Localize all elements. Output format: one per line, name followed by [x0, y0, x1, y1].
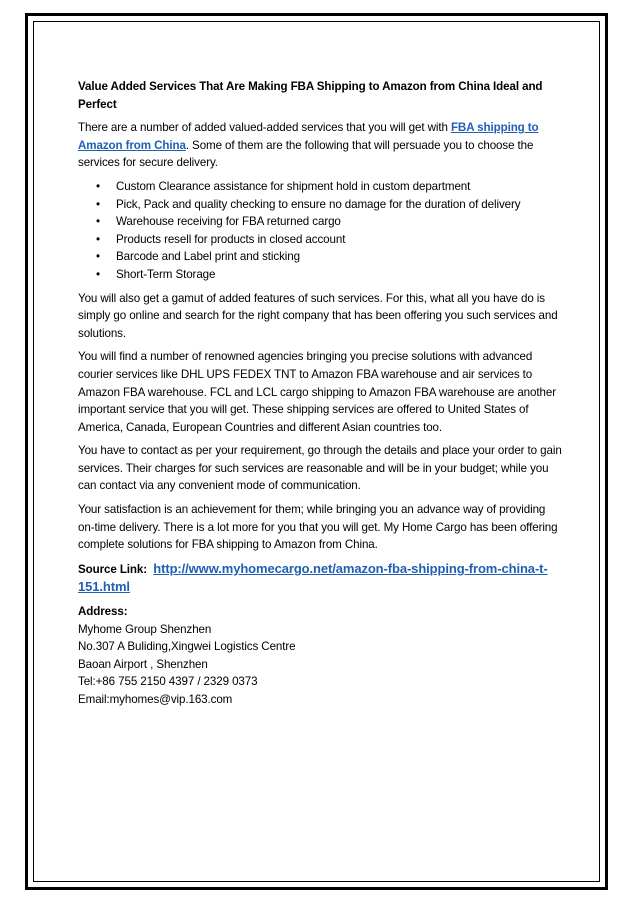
- source-url-link[interactable]: http://www.myhomecargo.net/amazon-fba-shipping-from-china-t-151.html: [78, 560, 548, 595]
- list-item: • Short-Term Storage: [116, 266, 564, 284]
- paragraph: You will also get a gamut of added features of such services. For this, what all you have do is simply go online and search for the right company that has been offering you such services and solutions.: [78, 291, 558, 340]
- list-item: • Barcode and Label print and sticking: [116, 248, 564, 266]
- fba-shipping-link[interactable]: FBA shipping to Amazon from China: [78, 121, 539, 152]
- address-street: No.307 A Buliding,Xingwei Logistics Centre: [78, 640, 296, 654]
- document-title: Value Added Services That Are Making FBA Shipping to Amazon from China Ideal and Perfect: [78, 80, 543, 111]
- list-item: • Pick, Pack and quality checking to ensure no damage for the duration of delivery: [116, 196, 564, 214]
- list-item: • Products resell for products in closed account: [116, 231, 564, 249]
- source-label: Source Link:: [78, 562, 148, 576]
- address-email: Email:myhomes@vip.163.com: [78, 693, 233, 706]
- paragraph: Your satisfaction is an achievement for them; while bringing you an advance way of providing on-time delivery. There is a lot more for you that you will get. My Home Cargo has been offering complete solutions for FBA shipping to Amazon from China.: [78, 503, 558, 552]
- list-item: • Custom Clearance assistance for shipment hold in custom department: [116, 178, 564, 196]
- intro-paragraph: [78, 119, 564, 172]
- address-heading: Address:: [78, 605, 128, 619]
- list-item: • Warehouse receiving for FBA returned cargo: [116, 213, 564, 231]
- paragraph: You have to contact as per your requirement, go through the details and place your order to gain services. Their charges for such services are reasonable and will be in your budget; while you can contact via any convenient mode of communication.: [78, 444, 562, 493]
- address-tel: Tel:+86 755 2150 4397 / 2329 0373: [78, 675, 258, 689]
- intro-text-after: . Some of them are the following that will persuade you to choose the services for secure delivery.: [78, 138, 534, 170]
- intro-text-before: There are a number of added valued-added services that you will get with: [78, 121, 451, 135]
- source-line: [78, 560, 564, 597]
- document-body: [78, 78, 564, 709]
- services-list: [78, 178, 564, 284]
- address-block: [78, 603, 564, 709]
- address-area: Baoan Airport , Shenzhen: [78, 657, 208, 671]
- paragraph: You will find a number of renowned agencies bringing you precise solutions with advanced courier services like DHL UPS FEDEX TNT to Amazon FBA warehouse and air services to Amazon FBA warehouse. FCL and LCL cargo shipping to Amazon FBA warehouse are another important service that you will get. These shipping services are offered to United States of America, Canada, European Countries and different Asian countries too.: [78, 350, 556, 434]
- address-company: Myhome Group Shenzhen: [78, 622, 212, 636]
